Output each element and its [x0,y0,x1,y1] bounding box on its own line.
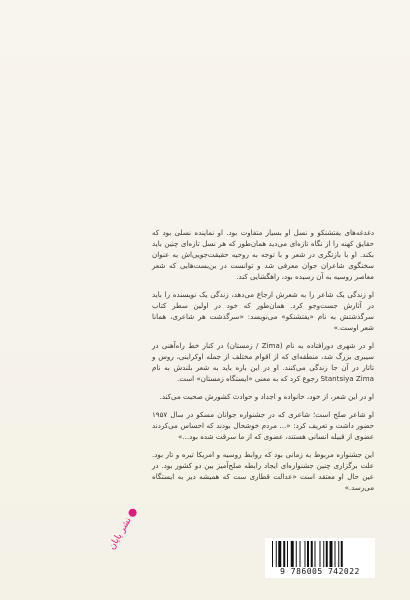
barcode-icon [271,541,369,567]
back-cover-text [152,227,374,500]
publisher-name: نشر پایان [107,515,134,552]
paragraph: او شاعر صلح است؛ شاعری که در جشنواره جوانان مسکو در سال ۱۹۵۷ حضور داشت و تعریف کرد: «... مردم خوشحال بودند که احساس می‌کردند عضوی از قبیله انسانی هستند، عضوی که از ما سرقت شده بود...» [152,410,374,441]
paragraph: دغدغه‌های یفتشنکو و نسل او بسیار متفاوت بود. او نماینده نسلی بود که حقایق کهنه را از نگاه تازه‌ای می‌دید همان‌طور که هر نسل تازه‌ای چنین باید بکند. او با بازنگری در شعر و با توجه به روحیه حقیقت‌جویی‌اش به عنوان سخنگوی شاعران جوان معرفی شد و توانست در بن‌بست‌هایی که شعر معاصر روسیه به آن رسیده بود، راهگشایی کند. [152,228,374,281]
publisher-logo-icon [127,507,138,518]
barcode [265,538,375,578]
publisher-logo [107,506,139,551]
paragraph: این جشنواره مربوط به زمانی بود که روابط روسیه و امریکا تیره و تار بود. علت برگزاری چنین جشنواره‌ای ایجاد رابطه صلح‌آمیز بین دو کشور بود. در عین حال او معتقد است «عدالت قطاری ست که همیشه دیر به ایستگاه می‌رسد.» [152,450,374,492]
paragraph: او زندگی یک شاعر را به شعرش ارجاع می‌دهد، زندگی یک نویسنده را باید در آثارش جست‌وجو کرد. همان‌طور که خود در اولین سطر کتاب سرگذشتش به نام «یفتشنکو» می‌نویسد: «سرگذشت هر شاعری، همانا شعر اوست.» [152,290,374,332]
isbn-number: 9 786005 742022 [280,567,360,576]
paragraph: او در شهری دورافتاده به نام (Zima / زمستان) در کنار خط راه‌آهنی در سیبری بزرگ شد، منطقه‌ای که از اقوام مختلف از جمله اوکراینی، روس و تاتار در آن جا زندگی می‌کنند. او در این باره باید به شعر بلندش به نام Stantsiya Zima رجوع کرد که به معنی «ایستگاه زمستان» است. [152,341,374,383]
paragraph: او در این شعر، از خود، خانواده و اجداد و حوادث کشورش صحبت می‌کند. [159,392,374,401]
